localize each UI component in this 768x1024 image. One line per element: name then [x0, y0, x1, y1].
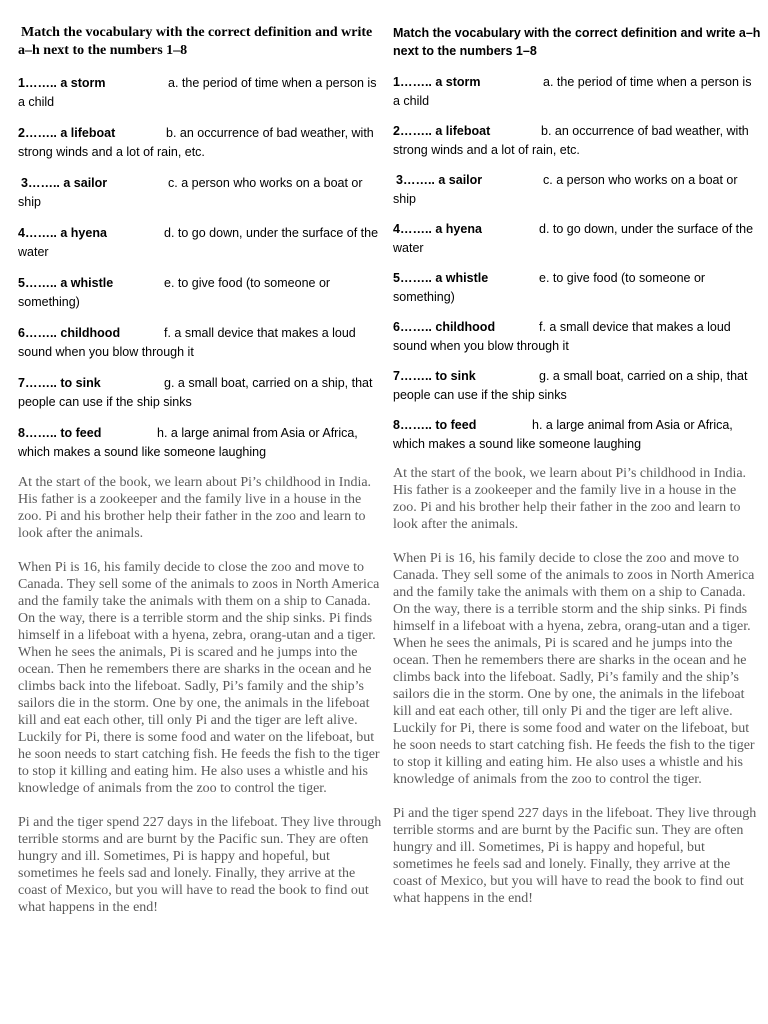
- vocab-term: 1…….. a storm: [393, 75, 481, 89]
- vocab-definition: f. a small device that makes a loud sound when you blow through it: [18, 326, 356, 359]
- story-paragraph: At the start of the book, we learn about Pi’s childhood in India. His father is a zookeeper and the family live in a house in the zoo. Pi and his brother help their father in the zoo and learn to look after the animals.: [18, 475, 372, 541]
- story-paragraph: Pi and the tiger spend 227 days in the lifeboat. They live through terrible storms and are burnt by the Pacific sun. They are often hungry and ill. Sometimes, Pi is happy and hopeful, but sometimes he feels sad and lonely. Finally, they arrive at the coast of Mexico, but you will have to read the book to find out what happens in the end!: [18, 815, 382, 915]
- vocab-definition: h. a large animal from Asia or Africa, which makes a sound like someone laughing: [18, 426, 358, 459]
- vocab-definition: d. to go down, under the surface of the water: [18, 226, 379, 259]
- vocab-definition: c. a person who works on a boat or ship: [393, 173, 738, 206]
- vocab-term: 1…….. a storm: [18, 76, 106, 90]
- vocab-item: [393, 367, 761, 405]
- vocab-term: 6…….. childhood: [393, 320, 496, 334]
- vocab-item: [18, 424, 386, 462]
- vocab-definition: e. to give food (to someone or something): [393, 271, 706, 304]
- vocab-term: 6…….. childhood: [18, 326, 121, 340]
- vocab-term: 4…….. a hyena: [18, 226, 107, 240]
- vocab-definition: e. to give food (to someone or something): [18, 276, 331, 309]
- vocab-term: 5…….. a whistle: [393, 271, 489, 285]
- story-paragraph: When Pi is 16, his family decide to close the zoo and move to Canada. They sell some of the animals to zoos in North America and the family take the animals with them on a ship to Canada. On the way, there is a terrible storm and the ship sinks. Pi finds himself in a lifeboat with a hyena, zebra, orang-utan and a tiger. When he sees the animals, Pi is scared and he jumps into the ocean. Then he remembers there are sharks in the ocean and he climbs back into the lifeboat. Sadly, Pi’s family and the ship’s sailors die in the storm. One by one, the animals in the lifeboat kill and eat each other, till only Pi and the tiger are left alive. Luckily for Pi, there is some food and water on the lifeboat, but he soon needs to start catching fish. He feeds the fish to the tiger to stop it killing and eating him. He also uses a whistle and his knowledge of animals from the zoo to control the tiger.: [393, 551, 755, 787]
- vocab-item: [18, 274, 386, 312]
- worksheet-column-left: [18, 24, 386, 933]
- story-paragraph: When Pi is 16, his family decide to close the zoo and move to Canada. They sell some of the animals to zoos in North America and the family take the animals with them on a ship to Canada. On the way, there is a terrible storm and the ship sinks. Pi finds himself in a lifeboat with a hyena, zebra, orang-utan and a tiger. When he sees the animals, Pi is scared and he jumps into the ocean. Then he remembers there are sharks in the ocean and he climbs back into the lifeboat. Sadly, Pi’s family and the ship’s sailors die in the storm. One by one, the animals in the lifeboat kill and eat each other, till only Pi and the tiger are left alive. Luckily for Pi, there is some food and water on the lifeboat, but he soon needs to start catching fish. He feeds the fish to the tiger to stop it killing and eating him. He also uses a whistle and his knowledge of animals from the zoo to control the tiger.: [18, 560, 380, 796]
- vocab-term: 8…….. to feed: [393, 418, 477, 432]
- vocab-item: [18, 374, 386, 412]
- vocab-item: [18, 74, 386, 112]
- vocab-term: 7…….. to sink: [393, 369, 476, 383]
- vocab-definition: c. a person who works on a boat or ship: [18, 176, 363, 209]
- vocab-definition: g. a small boat, carried on a ship, that people can use if the ship sinks: [393, 369, 748, 402]
- vocab-term: 5…….. a whistle: [18, 276, 114, 290]
- story-paragraph: At the start of the book, we learn about Pi’s childhood in India. His father is a zookeeper and the family live in a house in the zoo. Pi and his brother help their father in the zoo and learn to look after the animals.: [393, 466, 747, 532]
- vocab-item: [393, 269, 761, 307]
- vocab-definition: a. the period of time when a person is a child: [393, 75, 752, 108]
- vocab-term: 3…….. a sailor: [396, 173, 483, 187]
- vocab-definition: h. a large animal from Asia or Africa, which makes a sound like someone laughing: [393, 418, 733, 451]
- vocab-item: [18, 224, 386, 262]
- instructions-heading: Match the vocabulary with the correct definition and write a–h next to the numbers 1–8: [18, 25, 373, 58]
- vocab-term: 4…….. a hyena: [393, 222, 482, 236]
- vocab-definition: b. an occurrence of bad weather, with strong winds and a lot of rain, etc.: [18, 126, 374, 159]
- vocab-definition: d. to go down, under the surface of the water: [393, 222, 754, 255]
- worksheet-column-right: [393, 24, 761, 924]
- vocab-item: [393, 122, 761, 160]
- vocab-definition: a. the period of time when a person is a child: [18, 76, 377, 109]
- vocab-definition: b. an occurrence of bad weather, with strong winds and a lot of rain, etc.: [393, 124, 749, 157]
- instructions-heading: Match the vocabulary with the correct definition and write a–h next to the numbers 1–8: [393, 26, 761, 58]
- vocab-term: 2…….. a lifeboat: [393, 124, 491, 138]
- vocab-item: [18, 324, 386, 362]
- vocab-definition: f. a small device that makes a loud sound when you blow through it: [393, 320, 731, 353]
- vocab-item: [393, 220, 761, 258]
- vocab-item: [18, 174, 386, 212]
- vocab-term: 3…….. a sailor: [21, 176, 108, 190]
- vocab-term: 7…….. to sink: [18, 376, 101, 390]
- vocab-item: [393, 171, 761, 209]
- vocab-item: [393, 73, 761, 111]
- vocab-item: [393, 318, 761, 356]
- story-paragraph: Pi and the tiger spend 227 days in the lifeboat. They live through terrible storms and are burnt by the Pacific sun. They are often hungry and ill. Sometimes, Pi is happy and hopeful, but sometimes he feels sad and lonely. Finally, they arrive at the coast of Mexico, but you will have to read the book to find out what happens in the end!: [393, 806, 757, 906]
- vocab-term: 2…….. a lifeboat: [18, 126, 116, 140]
- vocab-term: 8…….. to feed: [18, 426, 102, 440]
- vocab-definition: g. a small boat, carried on a ship, that people can use if the ship sinks: [18, 376, 373, 409]
- vocab-item: [393, 416, 761, 454]
- vocab-item: [18, 124, 386, 162]
